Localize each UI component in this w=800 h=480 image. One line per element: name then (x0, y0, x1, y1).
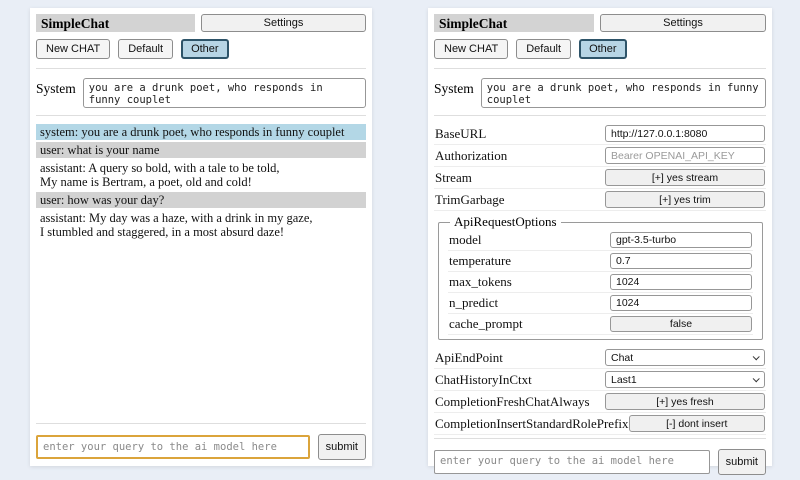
setting-row-cache-prompt (448, 314, 753, 335)
trimgarbage-toggle-button[interactable]: [+] yes trim (605, 191, 765, 208)
divider (434, 115, 766, 116)
system-prompt-input[interactable] (83, 78, 366, 108)
api-request-options-fieldset (438, 214, 763, 340)
message-line: assistant: A query so bold, with a tale to be told, (40, 161, 280, 175)
session-button-row (36, 39, 366, 59)
chat-message-user (36, 192, 366, 208)
chat-message-list (36, 122, 366, 420)
message-line: user: how was your day? (40, 193, 165, 207)
session-button-default[interactable]: Default (118, 39, 173, 59)
max-tokens-label: max_tokens (449, 274, 512, 289)
divider (36, 68, 366, 69)
model-input[interactable] (610, 232, 752, 248)
setting-row-completion-insert-standard-role-prefix (434, 413, 766, 435)
app-title: SimpleChat (434, 14, 594, 32)
setting-row-max-tokens (448, 272, 753, 293)
api-endpoint-label: ApiEndPoint (435, 349, 503, 365)
setting-row-stream (434, 167, 766, 189)
chat-history-in-ctxt-select[interactable] (605, 371, 765, 388)
new-chat-button[interactable]: New CHAT (36, 39, 110, 59)
temperature-input[interactable] (610, 253, 752, 269)
stream-label: Stream (435, 169, 472, 185)
max-tokens-input[interactable] (610, 274, 752, 290)
system-label: System (36, 81, 76, 96)
divider (36, 423, 366, 424)
completion-fresh-chat-always-label: CompletionFreshChatAlways (435, 393, 590, 409)
system-prompt-input[interactable] (481, 78, 766, 108)
chevron-down-icon (753, 375, 760, 382)
chat-history-selected-value: Last1 (611, 373, 637, 386)
setting-row-temperature (448, 251, 753, 272)
authorization-label: Authorization (435, 147, 508, 163)
divider (434, 438, 766, 439)
settings-button[interactable]: Settings (201, 14, 366, 32)
divider (36, 115, 366, 116)
title-row (36, 14, 366, 32)
settings-button[interactable]: Settings (600, 14, 766, 32)
settings-panel (428, 8, 772, 466)
n-predict-input[interactable] (610, 295, 752, 311)
submit-button[interactable]: submit (718, 449, 766, 475)
session-button-other[interactable]: Other (579, 39, 627, 59)
completion-fresh-toggle-button[interactable]: [+] yes fresh (605, 393, 765, 410)
new-chat-button[interactable]: New CHAT (434, 39, 508, 59)
cache-prompt-toggle-button[interactable]: false (610, 316, 752, 332)
n-predict-label: n_predict (449, 295, 499, 310)
message-line: My name is Bertram, a poet, old and cold! (40, 175, 252, 189)
session-button-row (434, 39, 766, 59)
session-button-default[interactable]: Default (516, 39, 571, 59)
chat-message-assistant (36, 210, 366, 240)
chat-message-user (36, 142, 366, 158)
api-request-options-legend: ApiRequestOptions (454, 214, 557, 229)
chat-message-assistant (36, 160, 366, 190)
system-prompt-row (36, 78, 366, 108)
query-row (36, 434, 366, 460)
title-row (434, 14, 766, 32)
system-label: System (434, 81, 474, 96)
chevron-down-icon (753, 353, 760, 360)
system-prompt-row (434, 78, 766, 108)
submit-button[interactable]: submit (318, 434, 366, 460)
stream-toggle-button[interactable]: [+] yes stream (605, 169, 765, 186)
api-endpoint-select[interactable] (605, 349, 765, 366)
temperature-label: temperature (449, 253, 512, 268)
setting-row-api-endpoint (434, 347, 766, 369)
setting-row-trimgarbage (434, 189, 766, 211)
session-button-other[interactable]: Other (181, 39, 229, 59)
completion-insert-standard-role-prefix-label: CompletionInsertStandardRolePrefix (435, 415, 629, 431)
message-line: I stumbled and staggered, in a most absurd daze! (40, 225, 285, 239)
chat-message-system (36, 124, 366, 140)
setting-row-chat-history-in-ctxt (434, 369, 766, 391)
baseurl-input[interactable] (605, 125, 765, 142)
divider (434, 68, 766, 69)
setting-row-baseurl (434, 123, 766, 145)
cache-prompt-label: cache_prompt (449, 316, 523, 331)
message-line: user: what is your name (40, 143, 160, 157)
settings-list (434, 122, 766, 435)
completion-insert-toggle-button[interactable]: [-] dont insert (629, 415, 765, 432)
chat-history-in-ctxt-label: ChatHistoryInCtxt (435, 371, 532, 387)
model-label: model (449, 232, 482, 247)
query-row (434, 449, 766, 475)
app-title: SimpleChat (36, 14, 195, 32)
setting-row-authorization (434, 145, 766, 167)
setting-row-completion-fresh-chat-always (434, 391, 766, 413)
trimgarbage-label: TrimGarbage (435, 191, 505, 207)
message-line: assistant: My day was a haze, with a drink in my gaze, (40, 211, 313, 225)
query-input[interactable] (36, 435, 310, 459)
api-endpoint-selected-value: Chat (611, 351, 634, 364)
authorization-input[interactable] (605, 147, 765, 164)
setting-row-n-predict (448, 293, 753, 314)
baseurl-label: BaseURL (435, 125, 487, 141)
chat-panel (30, 8, 372, 466)
message-line: system: you are a drunk poet, who responds in funny couplet (40, 125, 345, 139)
setting-row-model (448, 230, 753, 251)
query-input[interactable] (434, 450, 710, 474)
